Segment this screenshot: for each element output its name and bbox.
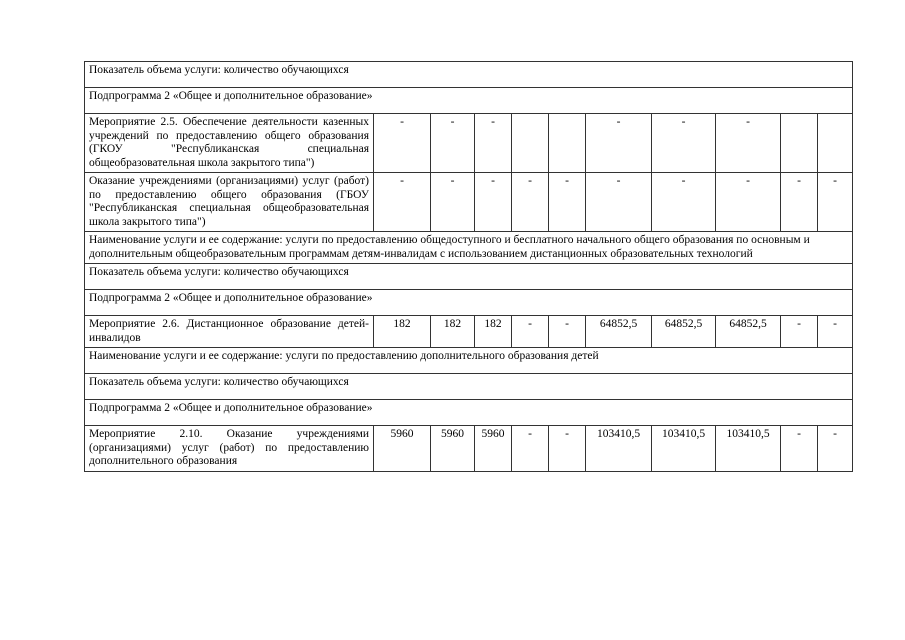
value-cell: 64852,5 xyxy=(652,316,716,348)
section-row xyxy=(85,348,853,374)
value-cell: 5960 xyxy=(431,426,475,472)
table-row xyxy=(85,316,853,348)
section-row xyxy=(85,290,853,316)
value-cell xyxy=(818,114,853,173)
section-heading: Подпрограмма 2 «Общее и дополнительное образование» xyxy=(85,88,853,114)
value-cell: - xyxy=(652,173,716,232)
section-heading: Показатель объема услуги: количество обучающихся xyxy=(85,62,853,88)
value-cell: - xyxy=(512,426,549,472)
value-cell: - xyxy=(716,114,781,173)
activity-name-cell: Оказание учреждениями (организациями) услуг (работ) по предоставлению общего образования (ГБОУ "Республиканская специальная общеобразовательная школа закрытого типа") xyxy=(85,173,374,232)
value-cell: - xyxy=(512,173,549,232)
budget-table xyxy=(84,61,853,472)
section-heading: Показатель объема услуги: количество обучающихся xyxy=(85,374,853,400)
section-row xyxy=(85,400,853,426)
value-cell: - xyxy=(586,114,652,173)
section-heading: Подпрограмма 2 «Общее и дополнительное образование» xyxy=(85,290,853,316)
table-row xyxy=(85,114,853,173)
value-cell: - xyxy=(374,114,431,173)
value-cell: - xyxy=(475,114,512,173)
value-cell: - xyxy=(781,173,818,232)
value-cell: 103410,5 xyxy=(716,426,781,472)
table-body xyxy=(85,62,853,472)
value-cell: - xyxy=(818,173,853,232)
value-cell: 103410,5 xyxy=(652,426,716,472)
value-cell: 103410,5 xyxy=(586,426,652,472)
value-cell: - xyxy=(586,173,652,232)
value-cell: 182 xyxy=(374,316,431,348)
section-row xyxy=(85,374,853,400)
value-cell: 5960 xyxy=(374,426,431,472)
section-heading: Показатель объема услуги: количество обучающихся xyxy=(85,264,853,290)
value-cell: 5960 xyxy=(475,426,512,472)
value-cell: - xyxy=(512,316,549,348)
value-cell: 64852,5 xyxy=(586,316,652,348)
value-cell: - xyxy=(781,426,818,472)
value-cell: 182 xyxy=(431,316,475,348)
activity-name-cell: Мероприятие 2.10. Оказание учреждениями (организациями) услуг (работ) по предоставлению дополнительного образования xyxy=(85,426,374,472)
section-row xyxy=(85,264,853,290)
section-row xyxy=(85,62,853,88)
value-cell xyxy=(512,114,549,173)
value-cell: - xyxy=(431,173,475,232)
value-cell: 64852,5 xyxy=(716,316,781,348)
value-cell: - xyxy=(652,114,716,173)
value-cell: - xyxy=(374,173,431,232)
value-cell: - xyxy=(431,114,475,173)
table-row xyxy=(85,426,853,472)
activity-name-cell: Мероприятие 2.6. Дистанционное образование детей-инвалидов xyxy=(85,316,374,348)
table-row xyxy=(85,173,853,232)
value-cell: 182 xyxy=(475,316,512,348)
value-cell: - xyxy=(781,316,818,348)
value-cell: - xyxy=(549,316,586,348)
section-heading: Подпрограмма 2 «Общее и дополнительное образование» xyxy=(85,400,853,426)
value-cell: - xyxy=(716,173,781,232)
value-cell: - xyxy=(475,173,512,232)
activity-name-cell: Мероприятие 2.5. Обеспечение деятельности казенных учреждений по предоставлению общего образования (ГКОУ "Республиканская специальная общеобразовательная школа закрытого типа") xyxy=(85,114,374,173)
value-cell: - xyxy=(818,426,853,472)
value-cell xyxy=(781,114,818,173)
value-cell: - xyxy=(549,173,586,232)
section-row xyxy=(85,232,853,264)
section-heading: Наименование услуги и ее содержание: услуги по предоставлению дополнительного образования детей xyxy=(85,348,853,374)
section-heading: Наименование услуги и ее содержание: услуги по предоставлению общедоступного и бесплатного начального общего образования по основным и дополнительным общеобразовательным программам детям-инвалидам с использованием дистанционных образовательных технологий xyxy=(85,232,853,264)
value-cell: - xyxy=(549,426,586,472)
value-cell xyxy=(549,114,586,173)
section-row xyxy=(85,88,853,114)
value-cell: - xyxy=(818,316,853,348)
